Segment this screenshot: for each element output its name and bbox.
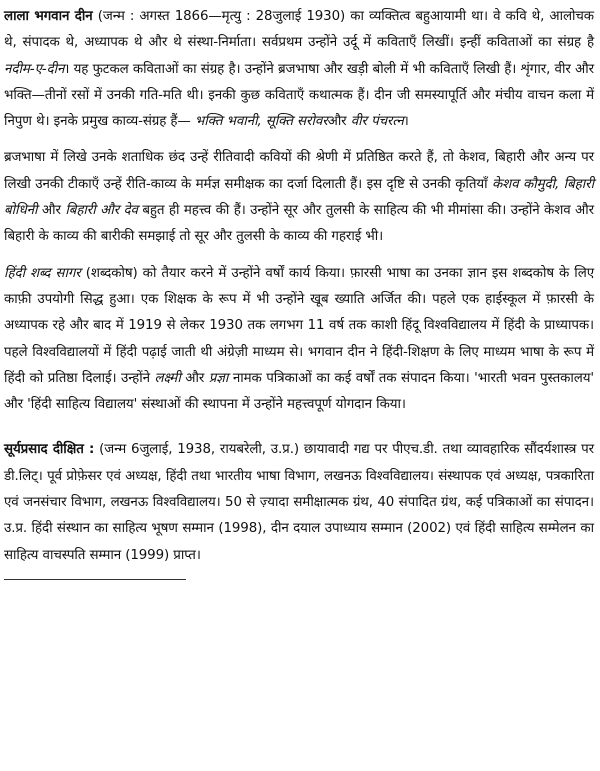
- paragraph-text: बहुत ही महत्त्व की हैं। उन्होंने सूर और तुलसी के साहित्य की भी मीमांसा की। उन्होंने केशव और बिहारी के काव्य की बारीकी समझाई तो सूर और तुलसी के काव्य की गहराई भी।: [4, 203, 594, 245]
- paragraph-text: (जन्म 6जुलाई, 1938, रायबरेली, उ.प्र.) छायावादी गद्य पर पीएच.डी. तथा व्यावहारिक सौंदर्यशास्त्र पर डी.लिट्। पूर्व प्रोफ़ेसर एवं अध्यक्ष, हिंदी तथा भारतीय भाषा विभाग, लखनऊ विश्वविद्यालय। संस्थापक एवं अध्यक्ष, पत्रकारिता एवं जनसंचार विभाग, लखनऊ विश्वविद्यालय। 50 से ज़्यादा समीक्षात्मक ग्रंथ, 40 संपादित ग्रंथ, कई पत्रिकाओं का संपादन। उ.प्र. हिंदी संस्थान का साहित्य भूषण सम्मान (1998), दीन दयाल उपाध्याय सम्मान (2002) एवं हिंदी साहित्य सम्मेलन का साहित्य वाचस्पति सम्मान (1999) प्राप्त।: [4, 442, 594, 563]
- bio-paragraph-braj-works: [4, 145, 594, 250]
- paragraph-text: ।: [403, 114, 409, 130]
- work-title: हिंदी शब्द सागर: [4, 265, 81, 281]
- work-title: प्रज्ञा: [208, 370, 229, 386]
- bio-paragraph-suryaprasad-dixit: [4, 437, 594, 568]
- paragraph-text: और: [37, 203, 66, 219]
- paragraph-text: नामक पत्रिकाओं का कई वर्षों तक संपादन किया। 'भारती भवन पुस्तकालय' और 'हिंदी साहित्य विद्यालय' संस्थाओं की स्थापना में उन्होंने महत्त्वपूर्ण योगदान किया।: [4, 370, 594, 413]
- work-title: केशव कौमुदी, बिहारी बोधिनी: [4, 176, 594, 219]
- author-name-suryaprasad-dixit: सूर्यप्रसाद दीक्षित :: [4, 442, 95, 458]
- work-title: बिहारी और देव: [65, 203, 138, 219]
- author-name-bhagwan-deen: लाला भगवान दीन: [4, 9, 93, 24]
- work-title: वीर पंचरत्न: [350, 114, 404, 130]
- paragraph-text: और: [327, 114, 351, 130]
- paragraph-text: (शब्दकोष) को तैयार करने में उन्होंने वर्षों कार्य किया। फ़ारसी भाषा का उनका ज्ञान इस शब्दकोष के लिए काफ़ी उपयोगी सिद्ध हुआ। एक शिक्षक के रूप में भी उन्होंने खूब ख्याति अर्जित की। पहले एक हाईस्कूल में फ़ारसी के अध्यापक रहे और बाद में 1919 से लेकर 1930 तक लगभग 11 वर्ष तक काशी हिंदू विश्वविद्यालय में हिंदी के प्राध्यापक। पहले विश्वविद्यालयों में हिंदी पढ़ाई जाती थी अंग्रेज़ी माध्यम से। भगवान दीन ने हिंदी-शिक्षण के लिए माध्यम भाषा के रूप में हिंदी को प्रतिष्ठा दिलाई। उन्होंने: [4, 265, 594, 386]
- paragraph-text: ब्रजभाषा में लिखे उनके शताधिक छंद उन्हें रीतिवादी कवियों की श्रेणी में प्रतिष्ठित करते हैं, तो केशव, बिहारी और अन्य पर लिखी उनकी टीकाएँ उन्हें रीति-काव्य के मर्मज्ञ समीक्षक का दर्जा दिलाती हैं। इस दृष्टि से उनकी कृतियाँ: [4, 150, 594, 192]
- paragraph-text: (जन्म : अगस्त 1866—मृत्यु : 28जुलाई 1930) का व्यक्तित्व बहुआयामी था। वे कवि थे, आलोचक थे, संपादक थे, अध्यापक थे और थे संस्था-निर्माता। सर्वप्रथम उन्होंने उर्दू में कविताएँ लिखीं। इन्हीं कविताओं का संग्रह है: [4, 9, 594, 51]
- document-page: [4, 4, 594, 569]
- bio-paragraph-bhagwan-deen-intro: [4, 4, 594, 135]
- work-title: लक्ष्मी: [154, 370, 181, 386]
- work-title: भक्ति भवानी, सूक्ति सरोवर: [194, 114, 328, 130]
- paragraph-text: और: [180, 370, 209, 386]
- bio-paragraph-shabd-sagar: [4, 261, 594, 419]
- section-divider: [4, 579, 186, 580]
- work-title: नदीम-ए-दीन: [4, 61, 65, 77]
- paragraph-text: । यह फुटकल कविताओं का संग्रह है। उन्होंने ब्रजभाषा और खड़ी बोली में भी कविताएँ लिखी हैं। शृंगार, वीर और भक्ति—तीनों रसों में उनकी गति-मति थी। इनकी कुछ कविताएँ कथात्मक हैं। दीन जी समस्यापूर्ति और मंचीय वाचन कला में निपुण थे। इनके प्रमुख काव्य-संग्रह हैं—: [4, 61, 594, 130]
